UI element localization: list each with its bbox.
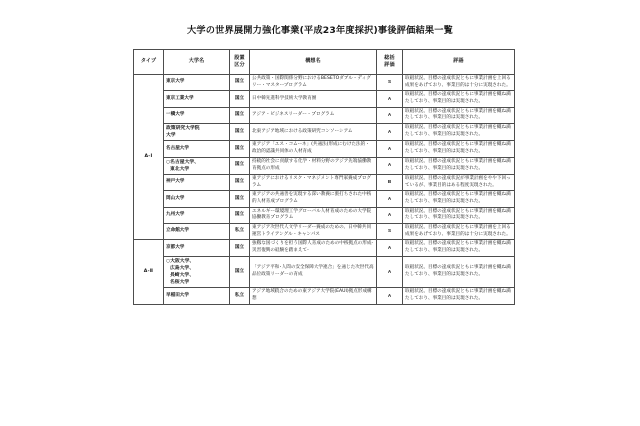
cell-establishment: 国立	[230, 157, 250, 174]
cell-rating: S	[377, 75, 403, 91]
table-row	[134, 256, 515, 288]
table-row	[134, 75, 515, 91]
cell-remark: 取組状況、目標の達成状況ともに事業計画を概ね満たしており、事業目的は実現された。	[403, 240, 515, 256]
cell-establishment: 国立	[230, 91, 250, 107]
cell-remark: 取組状況、目標の達成状況ともに事業計画を上回る成果をあげており、事業目的は十分に実現された。	[403, 75, 515, 91]
column-header-establishment-line1: 設置	[234, 54, 245, 61]
table-row	[134, 107, 515, 123]
cell-rating: A	[377, 207, 403, 223]
table-row	[134, 240, 515, 256]
table-row	[134, 288, 515, 304]
column-header-remarks: 評語	[403, 50, 515, 75]
cell-university	[164, 157, 230, 174]
column-header-university: 大学名	[164, 50, 230, 75]
table-row	[134, 141, 515, 157]
cell-establishment: 国立	[230, 175, 250, 191]
cell-plan-name: 日中韓先進科学技術大学教育圏	[250, 91, 377, 107]
university-name: 広島大学、	[170, 265, 194, 271]
cell-rating: A	[377, 288, 403, 304]
cell-university	[164, 207, 230, 223]
cell-remark: 取組状況、目標の達成状況が事業計画をやや下回っているが、事業目的はある程度実現された。	[403, 175, 515, 191]
cell-establishment: 国立	[230, 107, 250, 123]
university-name: 東京工業大学	[166, 95, 194, 101]
cell-remark: 取組状況、目標の達成状況ともに事業計画を概ね満たしており、事業目的は実現された。	[403, 191, 515, 207]
university-name: 岡山大学	[166, 195, 185, 201]
cell-university	[164, 141, 230, 157]
cell-plan-name: 「アジア平和･人間の安全保障大学連合」を通じた次世代高品位政策リーダーの育成	[250, 256, 377, 288]
cell-university	[164, 107, 230, 123]
cell-rating: B	[377, 175, 403, 191]
column-header-rating-line1: 総括	[384, 54, 395, 61]
cell-remark: 取組状況、目標の達成状況ともに事業計画を概ね満たしており、事業目的は実現された。	[403, 288, 515, 304]
evaluation-results-table	[133, 49, 515, 305]
column-header-plan: 構想名	[250, 50, 377, 75]
university-name: 長崎大学、	[170, 272, 194, 278]
university-name: 京都大学	[166, 244, 185, 250]
cell-establishment: 国立	[230, 75, 250, 91]
cell-remark: 取組状況、目標の達成状況ともに事業計画を概ね満たしており、事業目的は実現された。	[403, 123, 515, 140]
university-name: 名桜大学	[170, 280, 190, 286]
cell-remark: 取組状況、目標の達成状況ともに事業計画を概ね満たしており、事業目的は実現された。	[403, 107, 515, 123]
cell-plan-name: 東アジアにおけるリスク・マネジメント専門家養成プログラム	[250, 175, 377, 191]
university-name: 早稲田大学	[166, 292, 189, 298]
university-name: 名古屋大学	[166, 145, 189, 151]
cell-type: A-Ⅱ	[134, 240, 164, 304]
table-row	[134, 175, 515, 191]
table-row	[134, 191, 515, 207]
column-header-establishment-line2: 区分	[234, 62, 245, 68]
table-body	[134, 75, 515, 305]
cell-university	[164, 75, 230, 91]
university-name: 大学	[166, 133, 176, 139]
cell-rating: A	[377, 107, 403, 123]
cell-establishment: 国立	[230, 240, 250, 256]
cell-university	[164, 288, 230, 304]
cell-university	[164, 191, 230, 207]
cell-university	[164, 256, 230, 288]
table-row	[134, 91, 515, 107]
cell-rating: A	[377, 91, 403, 107]
cell-remark: 取組状況、目標の達成状況ともに事業計画を概ね満たしており、事業目的は実現された。	[403, 207, 515, 223]
university-name: 東北大学	[170, 166, 190, 172]
university-name: 立命館大学	[166, 228, 189, 234]
cell-rating: A	[377, 123, 403, 140]
column-header-establishment	[230, 50, 250, 75]
cell-plan-name: 持続的社会に貢献する化学・材料分野のアジア先端協働教育拠点の形成	[250, 157, 377, 174]
university-name: 東京大学	[166, 79, 185, 85]
cell-university	[164, 123, 230, 140]
cell-plan-name: 公共政策・国際関係分野におけるBESETOダブル・ディグリー・マスタープログラム	[250, 75, 377, 91]
cell-type: A-Ⅰ	[134, 75, 164, 240]
cell-rating: A	[377, 240, 403, 256]
cell-plan-name: エネルギー環境理工学グローバル人材育成のための大学院協働教育プログラム	[250, 207, 377, 223]
results-table-container	[133, 49, 514, 305]
university-name: ○名古屋大学、	[166, 159, 199, 165]
university-name: ○大阪大学、	[166, 258, 195, 264]
cell-university	[164, 240, 230, 256]
cell-rating: A	[377, 191, 403, 207]
cell-remark: 取組状況、目標の達成状況ともに事業計画を概ね満たしており、事業目的は実現された。	[403, 141, 515, 157]
cell-plan-name: 東アジアの共通善を実現する深い教養に裏打ちされた中核的人材育成プログラム	[250, 191, 377, 207]
cell-plan-name: 東アジア次世代人文学リーダー養成のための、日中韓共同運営トライアングル・キャンパス	[250, 223, 377, 239]
cell-plan-name: 北東アジア地域における政策研究コンソーシアム	[250, 123, 377, 140]
page-title: 大学の世界展開力強化事業(平成23年度採択)事後評価結果一覧	[186, 25, 454, 36]
university-name: 一橋大学	[166, 111, 185, 117]
cell-university	[164, 175, 230, 191]
cell-remark: 取組状況、目標の達成状況ともに事業計画を概ね満たしており、事業目的は実現された。	[403, 91, 515, 107]
table-row	[134, 123, 515, 140]
cell-rating: S	[377, 223, 403, 239]
cell-establishment: 国立	[230, 141, 250, 157]
university-name: 政策研究大学院	[166, 125, 200, 131]
cell-university	[164, 223, 230, 239]
table-header	[134, 50, 515, 75]
column-header-type: タイプ	[134, 50, 164, 75]
column-header-rating	[377, 50, 403, 75]
cell-plan-name: 東アジア「ユス・コムーネ」(共通法)形成にむけた法的・政治的認識共同体の人材育成	[250, 141, 377, 157]
cell-plan-name: 強靱な国づくりを担う国際人育成のための中核拠点の形成-災害復興の経験を踏まえて-	[250, 240, 377, 256]
university-name: 神戸大学	[166, 179, 185, 185]
cell-university	[164, 91, 230, 107]
cell-plan-name: アジア・ビジネスリーダー・プログラム	[250, 107, 377, 123]
cell-plan-name: アジア地域統合のための東アジア大学院(EAUI)拠点形成構想	[250, 288, 377, 304]
column-header-rating-line2: 評価	[384, 62, 395, 68]
university-name: 九州大学	[166, 211, 185, 217]
cell-remark: 取組状況、目標の達成状況ともに事業計画を上回る成果をあげており、事業目的は十分に実現された。	[403, 223, 515, 239]
cell-establishment: 国立	[230, 207, 250, 223]
cell-rating: A	[377, 256, 403, 288]
table-row	[134, 157, 515, 174]
cell-establishment: 私立	[230, 288, 250, 304]
table-row	[134, 223, 515, 239]
cell-remark: 取組状況、目標の達成状況ともに事業計画を概ね満たしており、事業目的は実現された。	[403, 256, 515, 288]
cell-establishment: 国立	[230, 123, 250, 140]
cell-remark: 取組状況、目標の達成状況ともに事業計画を概ね満たしており、事業目的は実現された。	[403, 157, 515, 174]
cell-establishment: 国立	[230, 256, 250, 288]
cell-rating: A	[377, 141, 403, 157]
table-header-row	[134, 50, 515, 75]
cell-rating: A	[377, 157, 403, 174]
table-row	[134, 207, 515, 223]
cell-establishment: 私立	[230, 223, 250, 239]
cell-establishment: 国立	[230, 191, 250, 207]
